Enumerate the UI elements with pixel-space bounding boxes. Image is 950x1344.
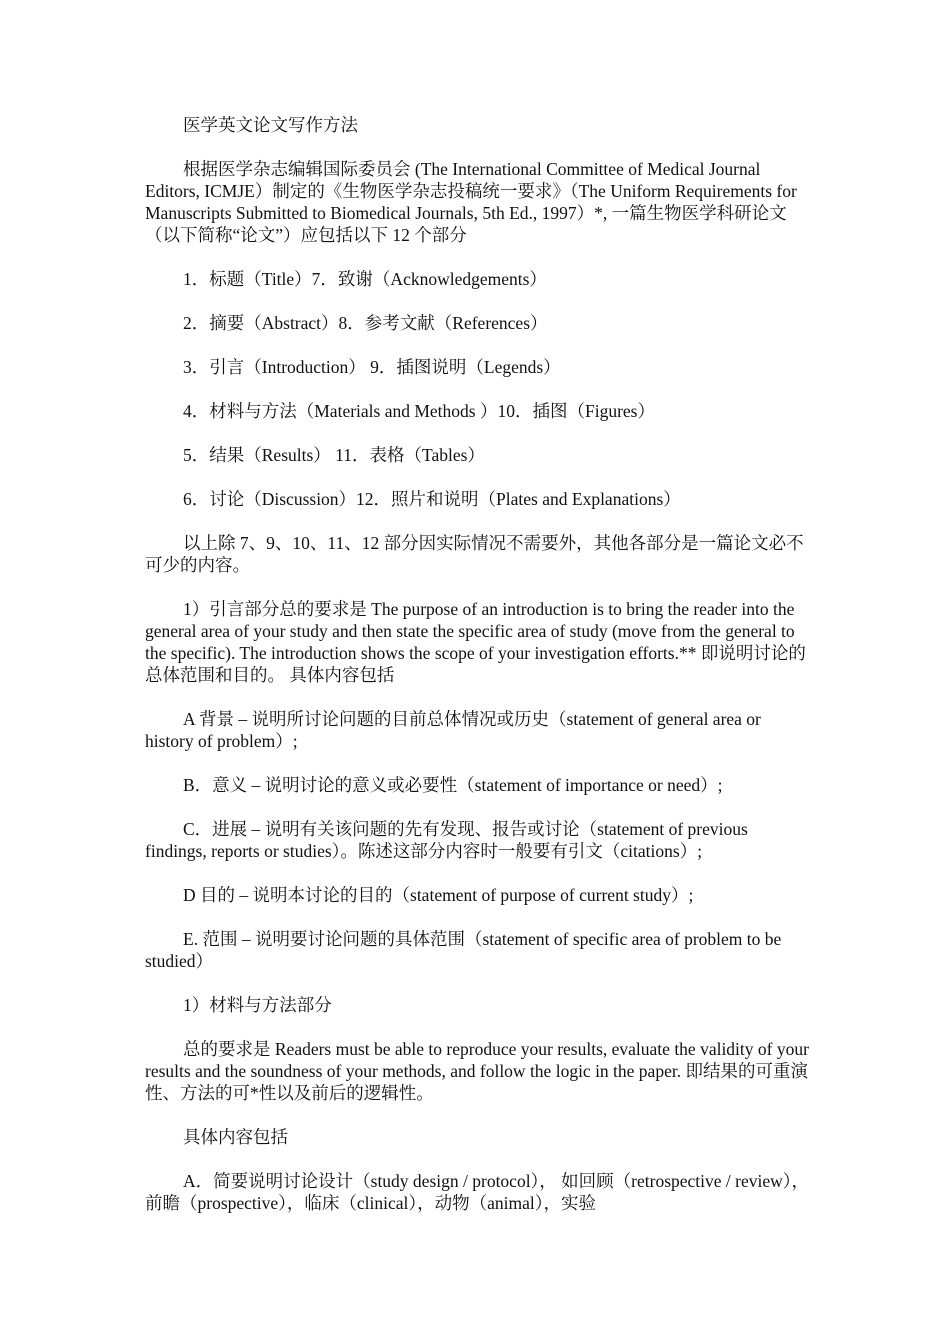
intro-item-importance: B．意义 – 说明讨论的意义或必要性（statement of importance or need）;: [183, 775, 723, 795]
document-title: 医学英文论文写作方法: [183, 115, 358, 135]
intro-item-scope: E. 范围 – 说明要讨论问题的具体范围（statement of specific area of problem to be studied）: [145, 929, 782, 971]
intro-item-background: A 背景 – 说明所讨论问题的目前总体情况或历史（statement of general area or history of problem）;: [145, 709, 761, 751]
part-list-item-2: 2．摘要（Abstract）8．参考文献（References）: [183, 313, 548, 333]
methods-heading: 1）材料与方法部分: [183, 995, 332, 1015]
intro-item-progress: C．进展 – 说明有关该问题的先有发现、报告或讨论（statement of previous findings, reports or studies）。陈述这部分内容时一般要有引文（citations）;: [145, 819, 748, 861]
intro-paragraph: 根据医学杂志编辑国际委员会 (The International Committee of Medical Journal Editors, ICMJE）制定的《生物医学杂志投稿统一要求》（The Uniform Requirements for Manuscripts Submitted to Biomedical Journals, 5th Ed., 1997）*, 一篇生物医学科研论文（以下简称“论文”）应包括以下 12 个部分: [145, 159, 797, 245]
note-paragraph: 以上除 7、9、10、11、12 部分因实际情况不需要外，其他各部分是一篇论文必不可少的内容。: [145, 533, 804, 575]
methods-content-heading: 具体内容包括: [183, 1127, 288, 1147]
intro-requirement-paragraph: 1）引言部分总的要求是 The purpose of an introduction is to bring the reader into the general area of your study and then state the specific area of study (move from the general to the specific). The introduction shows the scope of your investigation efforts.** 即说明讨论的总体范围和目的。 具体内容包括: [145, 599, 806, 685]
methods-item-a: A．简要说明讨论设计（study design / protocol）， 如回顾（retrospective / review），前瞻（prospective），临床（clinical），动物（animal），实验: [145, 1171, 810, 1213]
methods-requirement-paragraph: 总的要求是 Readers must be able to reproduce your results, evaluate the validity of your results and the soundness of your methods, and follow the logic in the paper. 即结果的可重演性、方法的可*性以及前后的逻辑性。: [145, 1039, 809, 1103]
document-page: [145, 114, 810, 1236]
part-list-item-5: 5．结果（Results） 11．表格（Tables）: [183, 445, 485, 465]
part-list-item-4: 4．材料与方法（Materials and Methods ）10．插图（Figures）: [183, 401, 655, 421]
part-list-item-6: 6．讨论（Discussion）12．照片和说明（Plates and Explanations）: [183, 489, 681, 509]
part-list-item-3: 3．引言（Introduction） 9．插图说明（Legends）: [183, 357, 561, 377]
intro-item-purpose: D 目的 – 说明本讨论的目的（statement of purpose of current study）;: [183, 885, 694, 905]
part-list-item-1: 1．标题（Title）7．致谢（Acknowledgements）: [183, 269, 547, 289]
